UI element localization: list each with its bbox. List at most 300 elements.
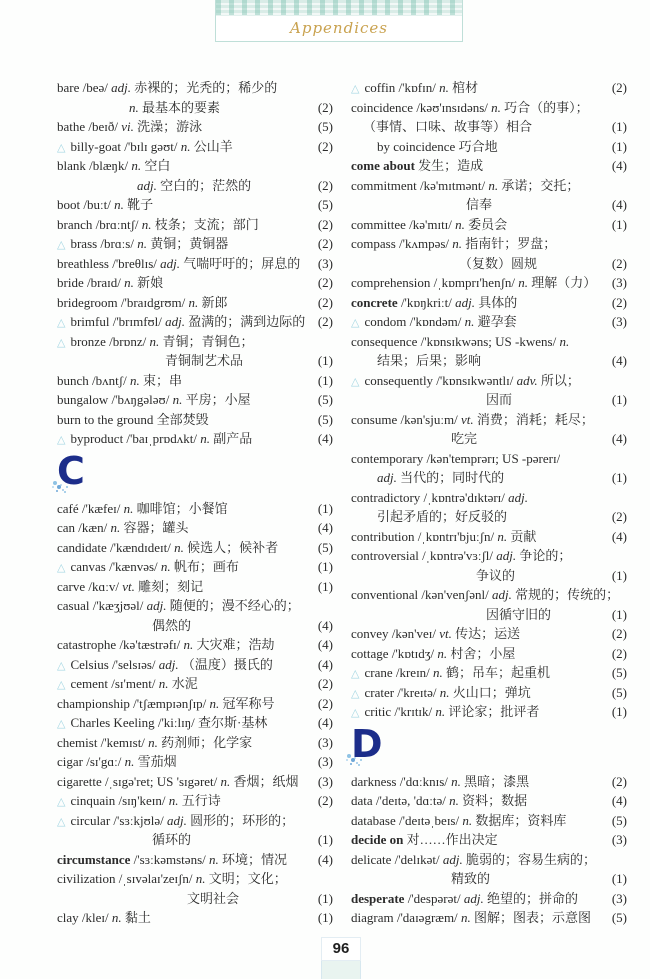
entry-text-segment: byproduct /'baɪˌprɒdʌkt/ [70, 431, 201, 446]
entry-line-text [351, 830, 498, 850]
unit-number: (1) [317, 372, 333, 388]
entry-text-segment: （复数）圆规 [459, 255, 538, 271]
entry-line [351, 78, 627, 98]
entry-line-text [57, 830, 191, 850]
unit-number: (2) [317, 294, 333, 310]
entry-text-segment: 平房；小屋 [185, 392, 251, 407]
entry-text-segment: n. [209, 695, 223, 711]
entry-text-segment: 束；串 [142, 372, 182, 388]
entry-line [351, 117, 627, 137]
entry-line [351, 371, 627, 391]
entry-line-text [57, 869, 287, 889]
entry-line [57, 234, 333, 254]
entry-line-text [351, 683, 531, 705]
entry-text-segment: 对……作出决定 [406, 832, 498, 847]
triangle-marker-icon: △ [57, 718, 66, 730]
entry-line [57, 332, 333, 352]
entry-text-segment: catastrophe /kə'tæstrəfɪ/ [57, 637, 184, 652]
entry-text-segment: 资料；数据 [462, 793, 528, 808]
unit-number: (4) [611, 197, 627, 212]
entry-text-segment: 所以； [540, 372, 580, 388]
entry-text-segment: 承诺；交托； [501, 177, 580, 193]
entry-text-segment: come about [351, 158, 419, 173]
entry-line-text [57, 137, 233, 159]
entry-text-segment: n. [200, 431, 214, 446]
entry-line-text [351, 566, 515, 586]
entry-line [351, 273, 627, 293]
entry-text-segment: n. [437, 645, 451, 661]
entry-text-segment: adj. [377, 470, 401, 485]
entry-text-segment: 常规的；传统的； [515, 587, 620, 602]
entry-text-segment: 当代的；同时代的 [400, 470, 505, 485]
entry-line [57, 518, 333, 538]
entry-text-segment: bare /beə/ [57, 80, 112, 95]
entry-line [351, 908, 627, 928]
entry-text-segment: n. [433, 665, 447, 680]
entry-text-segment: 循环的 [152, 832, 192, 847]
entry-text-segment: blank /blæŋk/ [57, 158, 132, 173]
entry-text-segment: adj. [455, 294, 479, 310]
entry-line-text [57, 351, 243, 371]
entry-text-segment: 黄铜；黄铜器 [150, 236, 229, 251]
unit-number: (1) [317, 578, 333, 594]
entry-text-segment: coffin /'kɒfɪn/ [364, 80, 440, 95]
entry-text-segment: bathe /beɪð/ [57, 119, 122, 134]
unit-number: (2) [611, 645, 627, 661]
entry-text-segment: cement /sɪ'ment/ [70, 676, 159, 691]
unit-number: (1) [611, 216, 627, 232]
entry-line [351, 507, 627, 527]
entry-line-text [57, 273, 163, 293]
entry-text-segment: database /'deɪtəˌbeɪs/ [351, 812, 463, 828]
entry-line [351, 772, 627, 792]
entry-text-segment: branch /brɑːntʃ/ [57, 216, 142, 232]
triangle-marker-icon: △ [351, 375, 360, 388]
entry-text-segment: adj. [111, 80, 135, 95]
entry-text-segment: vi. [121, 119, 138, 134]
entry-text-segment: 因而 [486, 392, 513, 407]
entry-line-text [351, 137, 498, 157]
entry-line-text [57, 332, 253, 354]
entry-line-text [351, 117, 532, 137]
entry-text-segment: 最基本的要素 [142, 99, 221, 115]
entry-text-segment: bunch /bʌntʃ/ [57, 372, 130, 388]
entry-line-text [57, 733, 252, 753]
entry-text-segment: adj. [146, 598, 170, 613]
entry-line [57, 215, 333, 235]
entry-line-text [57, 713, 267, 735]
unit-number: (3) [611, 832, 627, 847]
entry-text-segment: 因循守旧的 [486, 606, 552, 622]
entry-text-segment: 青铜；青铜色； [162, 333, 254, 349]
entry-text-segment: （事情、口味、故事等）相合 [363, 119, 533, 134]
entry-text-segment: can /kæn/ [57, 520, 111, 535]
entry-line-text [351, 234, 556, 254]
entry-line [57, 499, 333, 519]
unit-number: (5) [317, 539, 333, 555]
unit-number: (2) [317, 138, 333, 154]
entry-line-text [351, 791, 527, 811]
unit-number: (2) [317, 236, 333, 251]
entry-line-text [57, 429, 252, 451]
unit-number: (2) [317, 676, 333, 691]
entry-text-segment: cigarette /ˌsɪgə'ret; US 'sɪgəret/ [57, 773, 221, 789]
section-letter-glyph: D [351, 721, 383, 766]
entry-line [57, 254, 333, 274]
entry-line [351, 176, 627, 196]
entry-text-segment: 引起矛盾的；好反驳的 [377, 509, 508, 524]
entry-text-segment: 香烟；纸烟 [233, 773, 299, 789]
unit-number: (1) [611, 606, 627, 622]
entry-text-segment: café /'kæfeɪ/ [57, 500, 124, 516]
entry-text-segment: crane /kreɪn/ [364, 665, 434, 680]
entry-line-text [351, 889, 578, 909]
unit-number: (2) [611, 509, 627, 524]
entry-text-segment: 赤裸的；光秃的；稀少的 [134, 80, 278, 95]
entry-text-segment: n. [148, 734, 162, 750]
entry-line [351, 156, 627, 176]
unit-number: (2) [317, 314, 333, 329]
entry-text-segment: n. [180, 138, 194, 154]
entry-line-text [57, 518, 188, 538]
entry-text-segment: 青铜制艺术品 [165, 353, 244, 368]
triangle-marker-icon: △ [351, 83, 360, 95]
entry-text-segment: n. [141, 216, 155, 232]
entry-line-text [351, 527, 536, 547]
entry-text-segment: n. [439, 684, 453, 700]
entry-line [351, 644, 627, 664]
unit-number: (5) [317, 392, 333, 407]
entry-text-segment: 公山羊 [193, 138, 233, 154]
unit-number: (2) [611, 626, 627, 641]
entry-text-segment: 雕刻；刻记 [138, 578, 204, 594]
entry-line-text [351, 585, 619, 605]
entry-text-segment: 绝望的；拼命的 [486, 890, 578, 906]
entry-text-segment: 文明；文化； [208, 871, 287, 886]
entry-line-text [351, 702, 539, 724]
entry-line-text [57, 577, 203, 597]
entry-text-segment: n. [491, 99, 505, 115]
entry-line [351, 527, 627, 547]
entry-line [57, 908, 333, 928]
entry-text-segment: /'kɒŋkriːt/ [400, 294, 456, 310]
entry-text-segment: canvas /'kænvəs/ [70, 559, 161, 574]
entry-text-segment: 理解（力） [531, 275, 597, 290]
unit-number: (3) [611, 314, 627, 329]
unit-number: (1) [317, 832, 333, 847]
entry-line [351, 293, 627, 313]
entry-line [57, 694, 333, 714]
entry-line [57, 889, 333, 909]
unit-number: (2) [611, 80, 627, 95]
entry-text-segment: 火山口；弹坑 [452, 684, 531, 700]
entry-text-segment: 气喘吁吁的；屏息的 [183, 255, 301, 271]
entry-text-segment: adv. [516, 372, 541, 388]
entry-text-segment: 药剂师；化学家 [161, 734, 253, 750]
entry-text-segment: 信奉 [466, 197, 493, 212]
entry-text-segment: diagram /'daɪəgræm/ [351, 910, 461, 925]
entry-line [57, 78, 333, 98]
entry-text-segment: n. [488, 177, 502, 193]
entry-text-segment: chemist /'kemɪst/ [57, 734, 149, 750]
entry-text-segment: adj. [160, 255, 184, 271]
entry-text-segment: clay /kleɪ/ [57, 910, 112, 925]
entry-line-text [351, 449, 560, 469]
entry-line-text [57, 850, 287, 870]
entry-text-segment: n. [462, 812, 476, 828]
entry-line [57, 273, 333, 293]
entry-text-segment: contribution /ˌkɒntrɪ'bjuːʃn/ [351, 528, 498, 544]
entry-text-segment: 具体的 [478, 294, 518, 310]
entry-line-text [351, 390, 512, 410]
entry-line-text [57, 215, 259, 235]
entry-line [57, 557, 333, 577]
unit-number: (2) [611, 773, 627, 789]
entry-line [351, 312, 627, 332]
entry-text-segment: 鹤；吊车；起重机 [446, 665, 551, 680]
entry-text-segment: 候选人；候补者 [187, 539, 279, 555]
entry-line [351, 850, 627, 870]
entry-text-segment: 偶然的 [152, 617, 192, 633]
page-number-box [321, 937, 361, 979]
entry-text-segment: 冠军称号 [222, 695, 275, 711]
entry-line [351, 546, 627, 566]
entry-line [351, 624, 627, 644]
entry-text-segment: commitment /kə'mɪtmənt/ [351, 177, 489, 193]
entry-text-segment: 帆布；画布 [173, 559, 239, 574]
entry-line [57, 538, 333, 558]
entry-line-text [351, 644, 515, 664]
unit-number: (1) [317, 910, 333, 925]
unit-number: (5) [317, 411, 333, 427]
entry-line [57, 156, 333, 176]
entry-line [351, 449, 627, 469]
entry-line-text [57, 616, 191, 636]
triangle-marker-icon: △ [351, 687, 360, 700]
unit-number: (3) [317, 754, 333, 769]
entry-line-text [351, 156, 483, 176]
entry-text-segment: by coincidence 巧合地 [377, 138, 498, 154]
entry-line-text [57, 811, 294, 833]
entry-text-segment: 精致的 [451, 871, 491, 886]
entry-line [57, 713, 333, 733]
entry-line-text [351, 332, 569, 352]
entry-line-text [57, 371, 182, 391]
unit-number: (3) [317, 773, 333, 789]
vocab-column-left [57, 78, 333, 928]
entry-text-segment: billy-goat /'bɪlɪ gəʊt/ [70, 138, 181, 154]
entry-line-text [351, 850, 596, 870]
entry-line-text [351, 605, 551, 625]
entry-text-segment: 副产品 [213, 431, 253, 446]
entry-line-text [351, 811, 566, 831]
triangle-marker-icon: △ [57, 141, 66, 154]
entry-text-segment: 贡献 [510, 528, 537, 544]
entry-line-text [57, 293, 228, 313]
entry-text-segment: n. [449, 793, 463, 808]
entry-text-segment: 新郎 [201, 294, 228, 310]
entry-text-segment: n. [137, 236, 151, 251]
entry-text-segment: adj. [508, 489, 529, 505]
entry-line-text [351, 410, 594, 430]
entry-text-segment: consequently /'kɒnsɪkwəntlɪ/ [364, 372, 517, 388]
entry-line [351, 869, 627, 889]
entry-line-text [57, 791, 221, 813]
entry-text-segment: cottage /'kɒtɪdʒ/ [351, 645, 438, 661]
entry-text-segment: data /'deɪtə, 'dɑːtə/ [351, 793, 450, 808]
entry-text-segment: darkness /'dɑːknɪs/ [351, 773, 452, 789]
entry-text-segment: 争议的 [476, 567, 516, 583]
entry-text-segment: civilization /ˌsɪvəlaɪ'zeɪʃn/ [57, 871, 196, 886]
unit-number: (5) [611, 812, 627, 828]
unit-number: (1) [317, 353, 333, 368]
entry-line [57, 429, 333, 449]
entry-line [351, 390, 627, 410]
entry-line [351, 702, 627, 722]
entry-text-segment: circular /'sɜːkjʊlə/ [70, 812, 167, 828]
entry-text-segment: 消费；消耗；耗尽； [476, 411, 594, 427]
entry-line [57, 830, 333, 850]
entry-line [351, 585, 627, 605]
entry-text-segment: adj. [137, 177, 161, 193]
entry-text-segment: 五行诗 [181, 793, 221, 808]
entry-text-segment: n. [158, 676, 172, 691]
entry-text-segment: 空白 [144, 158, 171, 173]
entry-line-text [351, 488, 528, 508]
entry-text-segment: compass /'kʌmpəs/ [351, 236, 453, 251]
entry-text-segment: 盈满的；满到边际的 [188, 314, 306, 329]
section-letter-D [351, 721, 627, 770]
entry-line [57, 850, 333, 870]
unit-number: (2) [317, 216, 333, 232]
entry-text-segment: consume /kən'sjuːm/ [351, 411, 461, 427]
entry-line [57, 752, 333, 772]
entry-text-segment: decide on [351, 832, 407, 847]
entry-line [351, 811, 627, 831]
entry-line [351, 137, 627, 157]
entry-text-segment: bungalow /'bʌŋgələʊ/ [57, 392, 173, 407]
entry-line [57, 371, 333, 391]
triangle-marker-icon: △ [57, 317, 66, 329]
entry-line-text [57, 98, 220, 118]
entry-line [351, 332, 627, 352]
entry-text-segment: desperate [351, 890, 408, 906]
entry-text-segment: contemporary /kən'temprərɪ; US -pərerɪ/ [351, 450, 561, 466]
entry-text-segment: 靴子 [127, 197, 154, 212]
entry-line-text [57, 694, 275, 714]
entry-line [57, 351, 333, 371]
entry-line [351, 98, 627, 118]
entry-text-segment: n. [183, 637, 197, 652]
entry-line [351, 488, 627, 508]
entry-line-text [57, 674, 198, 696]
entry-line [57, 390, 333, 410]
entry-line [57, 772, 333, 792]
unit-number: (4) [611, 793, 627, 808]
unit-number: (3) [317, 734, 333, 750]
entry-line-text [57, 234, 228, 256]
entry-text-segment: 图解；图表；示意图 [473, 910, 591, 925]
entry-text-segment: bride /braɪd/ [57, 275, 125, 290]
triangle-marker-icon: △ [351, 668, 360, 680]
entry-text-segment: circumstance [57, 851, 134, 867]
entry-text-segment: 咖啡馆；小餐馆 [136, 500, 228, 516]
entry-text-segment: vt. [460, 411, 477, 427]
unit-number: (4) [317, 431, 333, 446]
unit-number: (5) [611, 665, 627, 680]
unit-number: (1) [611, 138, 627, 154]
unit-number: (2) [317, 793, 333, 808]
entry-line-text [57, 655, 273, 677]
entry-line [57, 137, 333, 157]
entry-line-text [351, 507, 507, 527]
entry-text-segment: delicate /'delɪkət/ [351, 851, 443, 867]
entry-line-text [57, 557, 239, 579]
entry-line-text [351, 312, 517, 334]
triangle-marker-icon: △ [57, 659, 66, 672]
page-number-decorative-band [321, 961, 361, 979]
unit-number: (2) [317, 275, 333, 290]
entry-text-segment: adj. [491, 587, 516, 602]
entry-text-segment: 雪茄烟 [137, 754, 177, 769]
unit-number: (3) [317, 255, 333, 271]
entry-text-segment: burn to the ground 全部焚毁 [57, 411, 209, 427]
entry-line [351, 351, 627, 371]
entry-text-segment: 委员会 [468, 216, 508, 232]
entry-text-segment: consequence /'kɒnsɪkwəns; US -kwens/ [351, 333, 560, 349]
triangle-marker-icon: △ [57, 239, 66, 251]
entry-text-segment: 新娘 [137, 275, 164, 290]
entry-text-segment: cigar /sɪ'gɑː/ [57, 754, 125, 769]
entry-text-segment: n. [220, 773, 234, 789]
entry-text-segment: critic /'krɪtɪk/ [364, 704, 436, 719]
section-letter-glyph: C [57, 448, 85, 493]
unit-number: (5) [611, 910, 627, 925]
entry-text-segment: brimful /'brɪmfʊl/ [70, 314, 166, 329]
entry-text-segment: 文明社会 [187, 890, 240, 906]
entry-line [351, 566, 627, 586]
entry-text-segment: n. [452, 236, 466, 251]
entry-text-segment: 指南针；罗盘； [465, 236, 557, 251]
entry-text-segment: 巧合（的事）； [504, 99, 589, 115]
entry-text-segment: n. [208, 851, 222, 867]
entry-text-segment: 村舍；小屋 [450, 645, 516, 661]
entry-line-text [57, 635, 275, 655]
entry-text-segment: concrete [351, 294, 401, 310]
entry-text-segment: n. [129, 99, 142, 115]
entry-text-segment: n. [518, 275, 532, 290]
entry-text-segment: 吃完 [451, 431, 478, 446]
unit-number: (1) [317, 890, 333, 906]
entry-line [57, 733, 333, 753]
entry-text-segment: n. [160, 559, 174, 574]
triangle-marker-icon: △ [57, 796, 66, 808]
entry-text-segment: adj. [167, 812, 191, 828]
unit-number: (5) [611, 684, 627, 700]
entry-line-text [57, 889, 239, 909]
entry-text-segment: vt. [439, 626, 456, 641]
entry-text-segment: 枝条；支流；部门 [154, 216, 259, 232]
entry-line-text [57, 908, 151, 928]
entry-line [57, 635, 333, 655]
entry-line-text [351, 663, 550, 685]
section-letter-C [57, 448, 333, 497]
entry-text-segment: 水泥 [171, 676, 198, 691]
entry-text-segment: /'despərət/ [407, 890, 464, 906]
entry-text-segment: n. [131, 158, 145, 173]
entry-line-text [57, 410, 209, 430]
entry-line [351, 429, 627, 449]
